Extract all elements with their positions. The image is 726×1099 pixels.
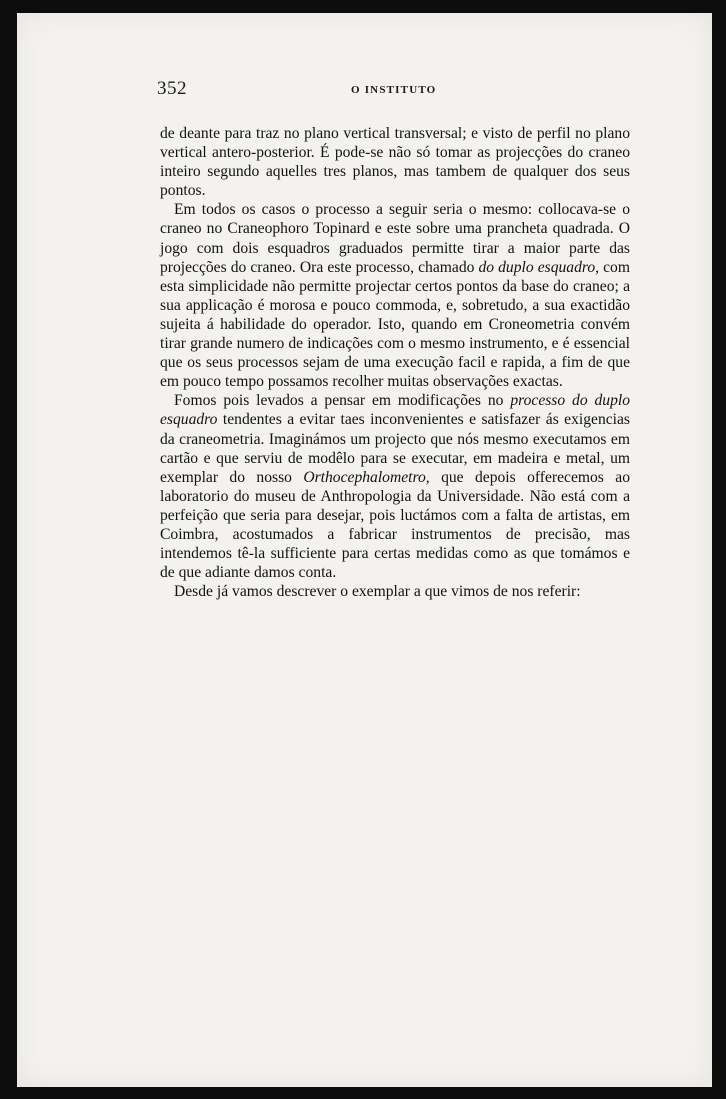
text-segment: de deante para traz no plano vertical transversal; e visto de perfil no plano vertical antero-posterior. É pode-se não só tomar as projecções do craneo inteiro segundo aquelles tres planos, mas tambem de qualquer dos seus pontos. (160, 125, 630, 200)
italic-text-segment: do duplo esquadro, (478, 258, 600, 276)
paragraph (160, 391, 630, 582)
paragraph (160, 124, 630, 200)
page-header (157, 78, 637, 100)
text-segment: com esta simplicidade não permitte projectar certos pontos da base do craneo; a sua applicação é morosa e pouco commoda, e, sobretudo, a sua exactidão sujeita á habilidade do operador. Isto, quando em Croneometria convém tirar grande numero de indicações com o mesmo instrumento, e é essencial que os seus processos sejam de uma execução facil e rapida, a fim de que em pouco tempo possamos recolher muitas observações exactas. (160, 258, 630, 391)
italic-text-segment: processo do duplo esquadro (160, 392, 630, 429)
page-number: 352 (157, 78, 187, 99)
paragraph (160, 200, 630, 391)
text-segment: tendentes a evitar taes inconvenientes e satisfazer ás exigencias da craneometria. Imaginámos um projecto que nós mesmo executamos em cartão e que serviu de modêlo para se executar, em madeira e metal, um exemplar do nosso (160, 411, 630, 486)
running-head: O INSTITUTO (351, 84, 437, 96)
text-segment: Em todos os casos o processo a seguir seria o mesmo: collocava-se o craneo no Craneophoro Topinard e este sobre uma prancheta quadrada. O jogo com dois esquadros graduados permitte tirar a maior parte das projecções do craneo. Ora este processo, chamado (160, 201, 630, 276)
body-text (160, 124, 630, 601)
text-segment: que depois offerecemos ao laboratorio do museu de Anthropologia da Universidade. Não está com a perfeição que seria para desejar, pois luctámos com a falta de artistas, em Coimbra, acostumados a fabricar instrumentos de precisão, mas intendemos tê-la sufficiente para certas medidas como as que tomámos e de que adiante damos conta. (160, 468, 630, 582)
italic-text-segment: Orthocephalometro, (303, 468, 430, 486)
text-segment: Fomos pois levados a pensar em modificações no (174, 392, 511, 410)
paragraph (160, 582, 630, 601)
text-segment: Desde já vamos descrever o exemplar a que vimos de nos referir: (174, 583, 581, 601)
